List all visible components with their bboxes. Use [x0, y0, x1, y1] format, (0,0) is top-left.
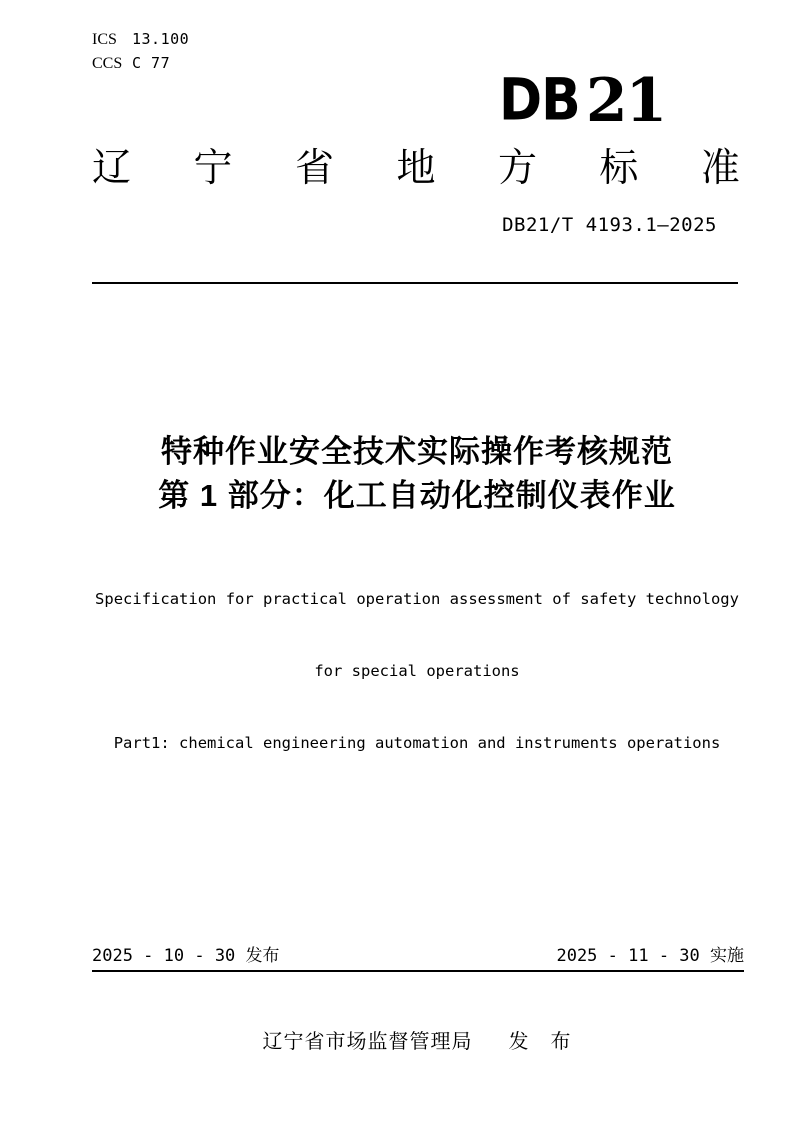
header-rule: [92, 282, 738, 284]
title-english: [40, 539, 794, 803]
standard-number: DB21/T 4193.1—2025: [502, 214, 717, 236]
publish-label: 发 布: [508, 1031, 572, 1053]
title-cn-line2: 第 1 部分：化工自动化控制仪表作业: [158, 478, 676, 513]
standard-name-char: 宁: [193, 147, 233, 190]
standard-name-char: 地: [396, 147, 436, 190]
title-cn-line1: 特种作业安全技术实际操作考核规范: [161, 434, 673, 469]
publisher-name: 辽宁省市场监督管理局: [262, 1031, 473, 1053]
ics-line: [92, 30, 189, 54]
publisher-line: [40, 1025, 794, 1054]
ccs-line: [92, 54, 189, 78]
standard-category-name: [92, 146, 740, 192]
db21-logo: [499, 66, 666, 136]
db21-logo-number: 21: [585, 66, 666, 136]
standard-name-char: 方: [497, 147, 537, 190]
implement-date: 2025 - 11 - 30 实施: [556, 946, 744, 966]
standard-name-char: 标: [599, 147, 639, 190]
standard-name-char: 省: [294, 147, 334, 190]
footer-rule: [92, 970, 744, 972]
ics-value: 13.100: [132, 30, 190, 48]
title-en-line2: for special operations: [314, 662, 520, 680]
title-en-line3: Part1: chemical engineering automation and instruments operations: [113, 734, 721, 752]
standard-name-char: 辽: [92, 147, 132, 190]
ics-label: ICS: [92, 31, 117, 48]
db21-logo-db-text: DB: [499, 66, 580, 134]
ccs-value: C 77: [132, 54, 171, 72]
title-chinese: [40, 430, 794, 518]
issue-date: 2025 - 10 - 30 发布: [92, 946, 280, 966]
ccs-label: CCS: [92, 55, 123, 72]
ics-ccs-block: [92, 30, 189, 78]
title-en-line1: Specification for practical operation assessment of safety technology: [95, 590, 739, 608]
standard-name-char: 准: [700, 147, 740, 190]
date-row: [92, 941, 744, 966]
